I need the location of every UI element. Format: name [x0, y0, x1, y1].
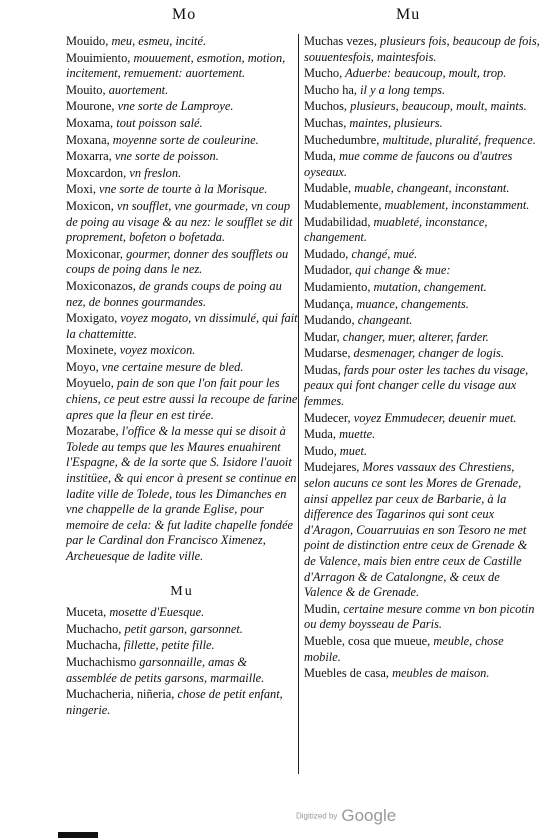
page-edge-mark: [58, 832, 98, 838]
google-logo: Google: [341, 806, 397, 825]
entry-definition: vne sorte de poisson.: [111, 149, 219, 164]
entry-headword: Muchacheria, niñeria,: [66, 687, 175, 702]
dictionary-entry: [304, 247, 540, 263]
entry-headword: Muceta,: [66, 605, 107, 620]
entry-definition: fards pour oster les taches du visage, peaux qui font changer celle du visage aux femmes.: [304, 362, 529, 409]
entry-definition: Aduerbe: beaucoup, moult, trop.: [342, 66, 507, 81]
entry-definition: plusieurs fois, beaucoup de fois, souuentesfois, maintesfois.: [304, 34, 540, 64]
entry-definition: garsonnaille, amas & assemblée de petits garsons, marmaille.: [66, 654, 265, 685]
entry-definition: vne sorte de tourte à la Morisque.: [95, 182, 268, 197]
entry-definition: muette.: [336, 427, 376, 442]
entry-definition: muableté, inconstance, changement.: [304, 214, 488, 245]
entry-definition: voyez Emmudecer, deuenir muet.: [350, 410, 517, 425]
dictionary-entry: [66, 199, 298, 246]
entry-definition: muance, changements.: [353, 296, 469, 311]
watermark-caption: Digitized by: [296, 811, 338, 821]
entry-list: [304, 34, 540, 682]
entry-headword: Moxiconazos,: [66, 278, 136, 293]
entry-definition: changé, mué.: [348, 246, 418, 261]
entry-headword: Muda,: [304, 427, 337, 442]
entry-headword: Moxinete,: [66, 343, 117, 358]
entry-definition: mosette d'Euesque.: [106, 605, 205, 620]
dictionary-entry: [66, 638, 298, 654]
dictionary-entry: [66, 343, 298, 359]
dictionary-entry: [66, 99, 298, 115]
dictionary-entry: [304, 181, 540, 197]
entry-headword: Mozarabe,: [66, 424, 119, 439]
entry-headword: Mudado,: [304, 246, 349, 261]
entry-definition: petit garson, garsonnet.: [121, 621, 243, 636]
dictionary-entry: [304, 280, 540, 296]
entry-headword: Moxicon,: [66, 198, 114, 213]
dictionary-entry: [66, 655, 298, 686]
running-head-right: Mu: [396, 6, 421, 23]
entry-definition: certaine mesure comme vn bon picotin ou demy boysseau de Paris.: [304, 601, 535, 632]
dictionary-entry: [304, 634, 540, 665]
dictionary-entry: [66, 605, 298, 621]
entry-definition: Mores vassaux des Chrestiens, selon aucuns ce sont les Mores de Grenade, ainsi appellez par ceux de Barbarie, à la difference des Tagarinos qui sont ceux d'Aragon, Couarruuias en son Tesoro ne met point de distinction entre ceux de Grenade & de Valence, mais bien entre ceux de Castille d'Arragon & de Catalongne, & ceux de Valence & de Grenade.: [304, 460, 528, 600]
entry-headword: Mudablemente,: [304, 197, 382, 212]
entry-headword: Muchacho,: [66, 621, 122, 636]
entry-definition: voyez moxicon.: [116, 343, 196, 358]
entry-definition: plusieurs, beaucoup, moult, maints.: [347, 99, 527, 114]
dictionary-entry: [304, 363, 540, 410]
entry-headword: Mudamiento,: [304, 279, 371, 294]
dictionary-entry: [304, 263, 540, 279]
entry-definition: moyenne sorte de couleurine.: [109, 132, 259, 147]
entry-definition: l'office & la messe qui se disoit à Tolede au temps que les Maures enuahirent l'Espagne, & de la sorte que S. Isidore l'auoit institüee, & qui encor à present se continue en ladite ville de Tolede, tous les Dimanches en vne chappelle de la grande Eglise, pour memoire de cela: & fut ladite chapelle fondée par le Cardinal don Francisco Ximenez, Archeuesque de ladite ville.: [66, 424, 297, 563]
entry-headword: Muchedumbre,: [304, 132, 380, 147]
entry-definition: chose de petit enfant, ningerie.: [66, 687, 283, 717]
entry-definition: pain de son que l'on fait pour les chiens, ce peut estre aussi la recoupe de farine apres que la fleur en est tirée.: [66, 376, 298, 422]
entry-definition: tout poisson salé.: [113, 115, 203, 130]
dictionary-entry: [304, 215, 540, 246]
entry-headword: Moxcardon,: [66, 165, 127, 180]
entry-list: [66, 34, 298, 565]
entry-headword: Muchachismo: [66, 654, 137, 669]
dictionary-entry: [304, 346, 540, 362]
entry-definition: muet.: [336, 443, 367, 458]
dictionary-entry: [66, 166, 298, 182]
dictionary-entry: [66, 360, 298, 376]
entry-headword: Mouito,: [66, 82, 106, 97]
entry-headword: Mourone,: [66, 99, 115, 114]
dictionary-entry: [66, 247, 298, 278]
entry-headword: Mudejares,: [304, 460, 360, 475]
dictionary-entry: [66, 311, 298, 342]
entry-headword: Moyo,: [66, 359, 99, 374]
running-head-left: Mo: [172, 6, 197, 23]
entry-definition: fillette, petite fille.: [120, 638, 215, 653]
entry-headword: Moxarra,: [66, 149, 112, 164]
entry-headword: Moxigato,: [66, 311, 118, 326]
entry-definition: changeant.: [354, 313, 413, 328]
entry-headword: Muchas vezes,: [304, 34, 377, 48]
entry-definition: meuble, chose mobile.: [304, 633, 504, 664]
entry-headword: Moxi,: [66, 182, 96, 197]
dictionary-entry: [66, 34, 298, 50]
entry-definition: il y a long temps.: [357, 82, 446, 97]
dictionary-entry: [304, 83, 540, 99]
dictionary-entry: [304, 99, 540, 115]
entry-definition: voyez mogato, vn dissimulé, qui fait la chattemitte.: [66, 311, 298, 341]
entry-definition: mutation, changement.: [370, 279, 487, 294]
entry-headword: Mucho ha,: [304, 82, 357, 97]
entry-definition: meu, esmeu, incité.: [108, 34, 207, 48]
entry-headword: Muebles de casa,: [304, 666, 389, 681]
entry-headword: Moxana,: [66, 132, 110, 147]
dictionary-entry: [304, 198, 540, 214]
dictionary-entry: [304, 133, 540, 149]
entry-headword: Moxiconar,: [66, 246, 123, 261]
dictionary-entry: [304, 460, 540, 600]
entry-definition: muablement, inconstamment.: [381, 197, 530, 212]
entry-headword: Muchas,: [304, 115, 347, 130]
entry-headword: Moxama,: [66, 115, 114, 130]
entry-headword: Mudar,: [304, 329, 340, 344]
entry-definition: desmenager, changer de logis.: [350, 346, 504, 361]
entry-definition: de grands coups de poing au nez, de bonnes gourmandes.: [66, 278, 282, 309]
dictionary-entry: [66, 687, 298, 718]
entry-definition: muable, changeant, inconstant.: [351, 181, 510, 196]
dictionary-entry: [304, 149, 540, 180]
dictionary-entry: [304, 427, 540, 443]
dictionary-entry: [304, 34, 540, 65]
entry-headword: Mudarse,: [304, 346, 351, 361]
entry-headword: Mudador,: [304, 263, 353, 278]
entry-headword: Mouimiento,: [66, 50, 131, 65]
entry-definition: auortement.: [105, 82, 169, 97]
entry-headword: Mudança,: [304, 296, 354, 311]
entry-definition: multitude, pluralité, frequence.: [379, 132, 536, 147]
dictionary-entry: [66, 51, 298, 82]
entry-headword: Muda,: [304, 149, 337, 164]
entry-headword: Mouido,: [66, 34, 109, 48]
left-column: [66, 34, 298, 719]
dictionary-entry: [66, 133, 298, 149]
entry-headword: Mudas,: [304, 362, 341, 377]
entry-headword: Mudabilidad,: [304, 214, 371, 229]
right-column: [304, 34, 540, 683]
entry-headword: Mudando,: [304, 313, 355, 328]
entry-definition: vn soufflet, vne gourmade, vn coup de poing au visage & au nez: le soufflet se dit proprement, bofeton o bofetada.: [66, 198, 293, 245]
dictionary-entry: [66, 279, 298, 310]
dictionary-entry: [66, 376, 298, 423]
entry-headword: Mucho,: [304, 66, 343, 81]
entry-headword: Mudo,: [304, 443, 337, 458]
dictionary-entry: [304, 66, 540, 82]
entry-definition: meubles de maison.: [388, 666, 490, 681]
entry-definition: vne sorte de Lamproye.: [114, 99, 234, 114]
dictionary-entry: [66, 83, 298, 99]
dictionary-entry: [66, 424, 298, 564]
entry-headword: Mudable,: [304, 181, 352, 196]
dictionary-entry: [304, 411, 540, 427]
dictionary-entry: [304, 116, 540, 132]
entry-headword: Muchos,: [304, 99, 348, 114]
section-heading: Mu: [170, 583, 194, 599]
column-divider: [298, 34, 299, 774]
dictionary-entry: [66, 182, 298, 198]
digitized-watermark: [296, 806, 396, 826]
dictionary-entry: [304, 444, 540, 460]
entry-definition: vn freslon.: [126, 165, 182, 180]
dictionary-entry: [304, 666, 540, 682]
entry-definition: gourmer, donner des soufflets ou coups de poing dans le nez.: [66, 246, 289, 277]
entry-definition: vne certaine mesure de bled.: [98, 359, 244, 374]
entry-definition: changer, muer, alterer, farder.: [339, 329, 489, 344]
dictionary-entry: [304, 330, 540, 346]
entry-definition: maintes, plusieurs.: [346, 115, 443, 130]
entry-headword: Mudecer,: [304, 410, 351, 425]
entry-headword: Muchacha,: [66, 638, 121, 653]
dictionary-entry: [304, 313, 540, 329]
entry-headword: Moyuelo,: [66, 376, 114, 391]
dictionary-entry: [66, 116, 298, 132]
dictionary-entry: [304, 602, 540, 633]
entry-definition: qui change & mue:: [352, 263, 451, 278]
dictionary-entry: [66, 149, 298, 165]
entry-headword: Mueble, cosa que mueue,: [304, 633, 431, 648]
entry-definition: mouuement, esmotion, motion, incitement, remuement: auortement.: [66, 50, 286, 81]
entry-list: [66, 605, 298, 718]
entry-headword: Mudin,: [304, 601, 341, 616]
dictionary-entry: [304, 297, 540, 313]
dictionary-entry: [66, 622, 298, 638]
entry-definition: mue comme de faucons ou d'autres oyseaux.: [304, 149, 513, 179]
